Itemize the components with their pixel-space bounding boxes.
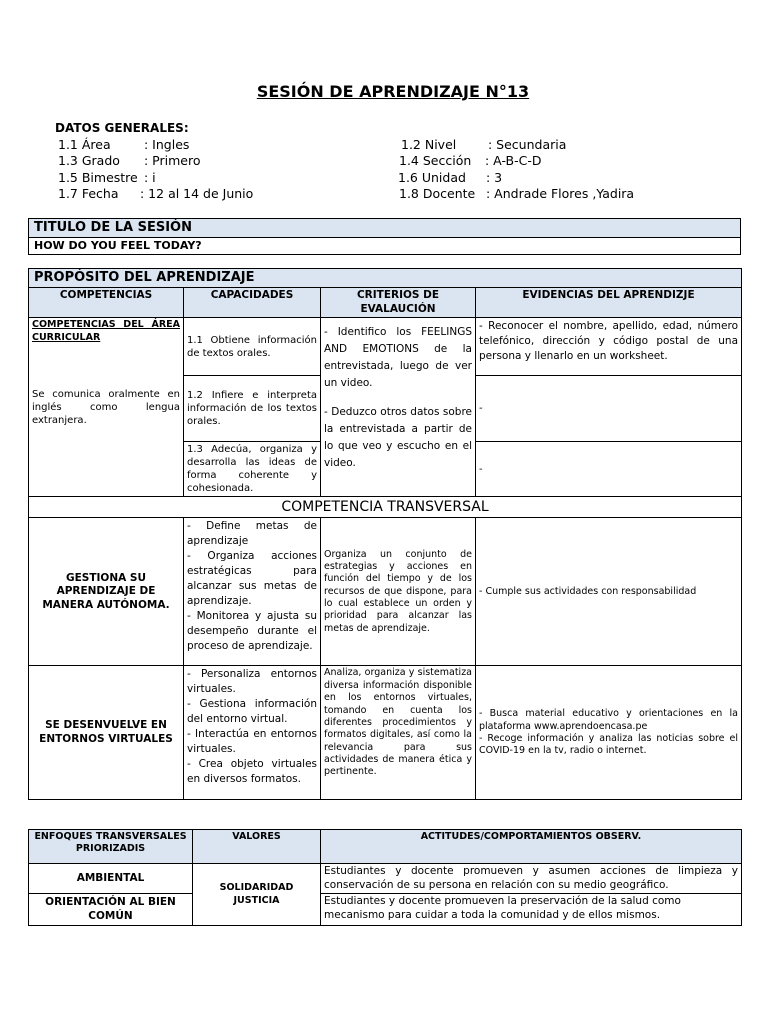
enfoque-ambiental: AMBIENTAL (29, 864, 193, 894)
transversal-heading: COMPETENCIA TRANSVERSAL (29, 497, 742, 518)
criterio-1: - Identifico los FEELINGS AND EMOTIONS de la entrevistada, luego de ver un video. (324, 326, 472, 390)
enfoques-table (28, 829, 742, 926)
datos-value: : Andrade Flores ,Yadira (486, 186, 635, 201)
datos-value: : Primero (144, 153, 201, 168)
transversal-cap-item: - Crea objeto virtuales en diversos formatos. (187, 758, 317, 786)
datos-grado (58, 153, 201, 168)
datos-value: : Secundaria (488, 137, 567, 152)
actitud-bien-comun: Estudiantes y docente promueven la preservación de la salud como mecanismo para cuidar a toda la comunidad y de ellos mismos. (321, 894, 742, 926)
col-evidencias: EVIDENCIAS DEL APRENDIZJE (476, 288, 742, 318)
col-competencias: COMPETENCIAS (29, 288, 184, 318)
proposito-heading: PROPÓSITO DEL APRENDIZAJE (29, 269, 742, 288)
datos-generales-heading: DATOS GENERALES: (55, 121, 189, 135)
transversal-evid-item: - Recoge información y analiza las noticias sobre el COVID-19 en la tv, radio o internet. (479, 732, 738, 757)
datos-label: 1.1 Área (58, 137, 111, 152)
transversal-crit-1: Organiza un conjunto de estrategias y acciones en función del tiempo y de los recursos de que dispone, para lo cual establece un orden y prioridad para alcanzar las metas de aprendizaje. (321, 518, 476, 666)
transversal-comp-1: GESTIONA SU APRENDIZAJE DE MANERA AUTÓNOMA. (29, 518, 184, 666)
transversal-cap-item: - Gestiona información del entorno virtual. (187, 698, 317, 726)
transversal-evid-item: - Busca material educativo y orientaciones en la plataforma www.aprendoencasa.pe (479, 708, 738, 732)
datos-label: 1.5 Bimestre (58, 170, 138, 185)
datos-label: 1.2 Nivel (401, 137, 457, 152)
datos-label: 1.3 Grado (58, 153, 120, 168)
valores-cell: SOLIDARIDAD JUSTICIA (193, 864, 321, 926)
datos-value: : i (144, 170, 156, 185)
col-actitudes: ACTITUDES/COMPORTAMIENTOS OBSERV. (321, 830, 742, 864)
transversal-cap-item: - Interactúa en entornos virtuales. (187, 728, 317, 756)
transversal-evid-1: - Cumple sus actividades con responsabilidad (476, 518, 742, 666)
datos-value: : 12 al 14 de Junio (140, 186, 254, 201)
titulo-table (28, 218, 741, 255)
transversal-cap-item: - Define metas de aprendizaje (187, 520, 317, 548)
proposito-table (28, 268, 742, 800)
datos-seccion (399, 153, 541, 168)
datos-label: 1.6 Unidad (398, 170, 466, 185)
criterio-2: - Deduzco otros datos sobre la entrevistada a partir de lo que veo y escucho en el video. (324, 406, 472, 470)
datos-value: : A-B-C-D (485, 153, 542, 168)
transversal-cap-item: - Monitorea y ajusta su desempeño durante el proceso de aprendizaje. (187, 610, 317, 653)
transversal-comp-2: SE DESENVUELVE EN ENTORNOS VIRTUALES (29, 666, 184, 800)
actitud-ambiental: Estudiantes y docente promueven y asumen acciones de limpieza y conservación de su persona en relación con su medio geográfico. (321, 864, 742, 894)
datos-value: : 3 (486, 170, 503, 185)
competencia-area-cell (29, 318, 184, 497)
criterios-cell (321, 318, 476, 497)
transversal-cap-item: - Personaliza entornos virtuales. (187, 668, 317, 696)
enfoque-bien-comun: ORIENTACIÓN AL BIEN COMÚN (29, 894, 193, 926)
datos-label: 1.8 Docente (399, 186, 476, 201)
capacidad-1: 1.1 Obtiene información de textos orales. (184, 318, 321, 376)
transversal-crit-2: Analiza, organiza y sistematiza diversa información disponible en los entornos virtuales, tomando en cuenta los diferentes procedimientos y formatos digitales, así como la relevancia para sus actividades de manera ética y pertinente. (321, 666, 476, 800)
transversal-cap-item: - Organiza acciones estratégicas para alcanzar sus metas de aprendizaje. (187, 550, 317, 608)
transversal-cap-1 (184, 518, 321, 666)
datos-area (58, 137, 189, 152)
competencia-area-text: Se comunica oralmente en inglés como lengua extranjera. (32, 388, 180, 426)
evidencia-2: - (476, 376, 742, 442)
datos-label: 1.7 Fecha (58, 186, 119, 201)
datos-value: : Ingles (144, 137, 190, 152)
transversal-cap-2 (184, 666, 321, 800)
transversal-evid-2 (476, 666, 742, 800)
capacidad-3: 1.3 Adecúa, organiza y desarrolla las ideas de forma coherente y cohesionada. (184, 442, 321, 497)
datos-docente (399, 186, 634, 201)
datos-nivel (401, 137, 566, 152)
datos-fecha (58, 186, 253, 201)
datos-unidad (398, 170, 502, 185)
datos-bimestre (58, 170, 156, 185)
datos-label: 1.4 Sección (399, 153, 472, 168)
evidencia-1: - Reconocer el nombre, apellido, edad, número telefónico, dirección y código postal de una persona y llenarlo en un worksheet. (476, 318, 742, 376)
competencia-area-heading: COMPETENCIAS DEL ÁREA CURRICULAR (32, 319, 180, 343)
capacidad-2: 1.2 Infiere e interpreta información de los textos orales. (184, 376, 321, 442)
page-title: SESIÓN DE APRENDIZAJE N°13 (256, 82, 530, 101)
col-criterios: CRITERIOS DE EVALAUCIÓN (321, 288, 476, 318)
col-valores: VALORES (193, 830, 321, 864)
col-capacidades: CAPACIDADES (184, 288, 321, 318)
titulo-heading: TITULO DE LA SESIÓN (29, 219, 741, 238)
titulo-value: HOW DO YOU FEEL TODAY? (29, 238, 741, 255)
evidencia-3: - (476, 442, 742, 497)
col-enfoques: ENFOQUES TRANSVERSALES PRIORIZADIS (29, 830, 193, 864)
